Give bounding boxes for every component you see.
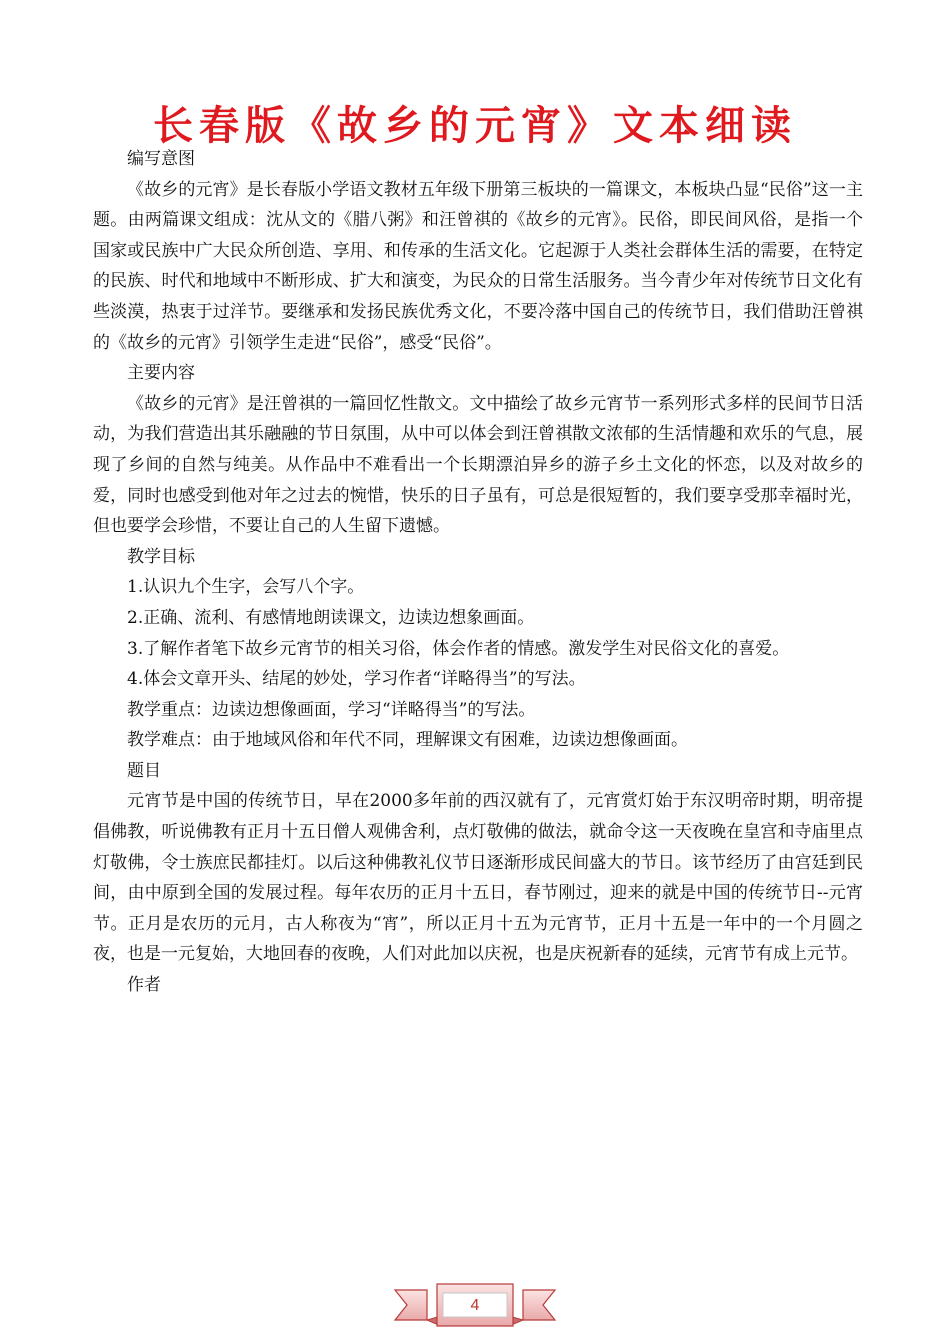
section-heading: 主要内容 [127,363,195,384]
section-heading: 题目 [127,760,161,781]
list-item: 2.正确、流利、有感情地朗读课文，边读边想象画面。 [127,607,535,628]
list-item: 4.体会文章开头、结尾的妙处，学习作者“详略得当”的写法。 [127,669,586,690]
list-item: 1.认识九个生字，会写八个字。 [127,577,365,598]
document-body [93,144,863,1001]
paragraph: 教学难点：由于地域风俗和年代不同，理解课文有困难，边读边想像画面。 [127,730,688,751]
page-footer [393,1276,557,1336]
document-title: 长春版《故乡的元宵》文本细读 [153,103,797,149]
list-item: 3.了解作者笔下故乡元宵节的相关习俗，体会作者的情感。激发学生对民俗文化的喜爱。 [127,638,790,659]
section-heading: 作者 [127,975,161,996]
page-number: 4 [470,1297,480,1314]
section-heading: 编写意图 [127,149,195,169]
paragraph: 《故乡的元宵》是长春版小学语文教材五年级下册第三板块的一篇课文，本板块凸显“民俗”这一主题。由两篇课文组成：沈从文的《腊八粥》和汪曾祺的《故乡的元宵》。民俗，即民间风俗，是指一个国家或民族中广大民众所创造、享用、和传承的生活文化。它起源于人类社会群体生活的需要，在特定的民族、时代和地域中不断形成、扩大和演变，为民众的日常生活服务。当今青少年对传统节日文化有些淡漠，热衷于过洋节。要继承和发扬民族优秀文化，不要冷落中国自己的传统节日，我们借助汪曾祺的《故乡的元宵》引领学生走进“民俗”，感受“民俗”。 [93,179,863,353]
paragraph: 教学重点：边读边想像画面，学习“详略得当”的写法。 [127,699,536,720]
section-heading: 教学目标 [127,546,195,567]
paragraph: 《故乡的元宵》是汪曾祺的一篇回忆性散文。文中描绘了故乡元宵节一系列形式多样的民间节日活动，为我们营造出其乐融融的节日氛围，从中可以体会到汪曾祺散文浓郁的生活情趣和欢乐的气息，展现了乡间的自然与纯美。从作品中不难看出一个长期漂泊异乡的游子乡土文化的怀恋，以及对故乡的爱，同时也感受到他对年之过去的惋惜，快乐的日子虽有，可总是很短暂的，我们要享受那幸福时光，但也要学会珍惜，不要让自己的人生留下遗憾。 [93,393,863,537]
paragraph: 元宵节是中国的传统节日，早在2000多年前的西汉就有了，元宵赏灯始于东汉明帝时期，明帝提倡佛教，听说佛教有正月十五日僧人观佛舍利，点灯敬佛的做法，就命令这一天夜晚在皇宫和寺庙里点灯敬佛，令士族庶民都挂灯。以后这种佛教礼仪节日逐渐形成民间盛大的节日。该节经历了由宫廷到民间，由中原到全国的发展过程。每年农历的正月十五日，春节刚过，迎来的就是中国的传统节日--元宵节。正月是农历的元月，古人称夜为“宵”，所以正月十五为元宵节，正月十五是一年中的一个月圆之夜，也是一元复始，大地回春的夜晚，人们对此加以庆祝，也是庆祝新春的延续，元宵节有成上元节。 [93,791,863,965]
